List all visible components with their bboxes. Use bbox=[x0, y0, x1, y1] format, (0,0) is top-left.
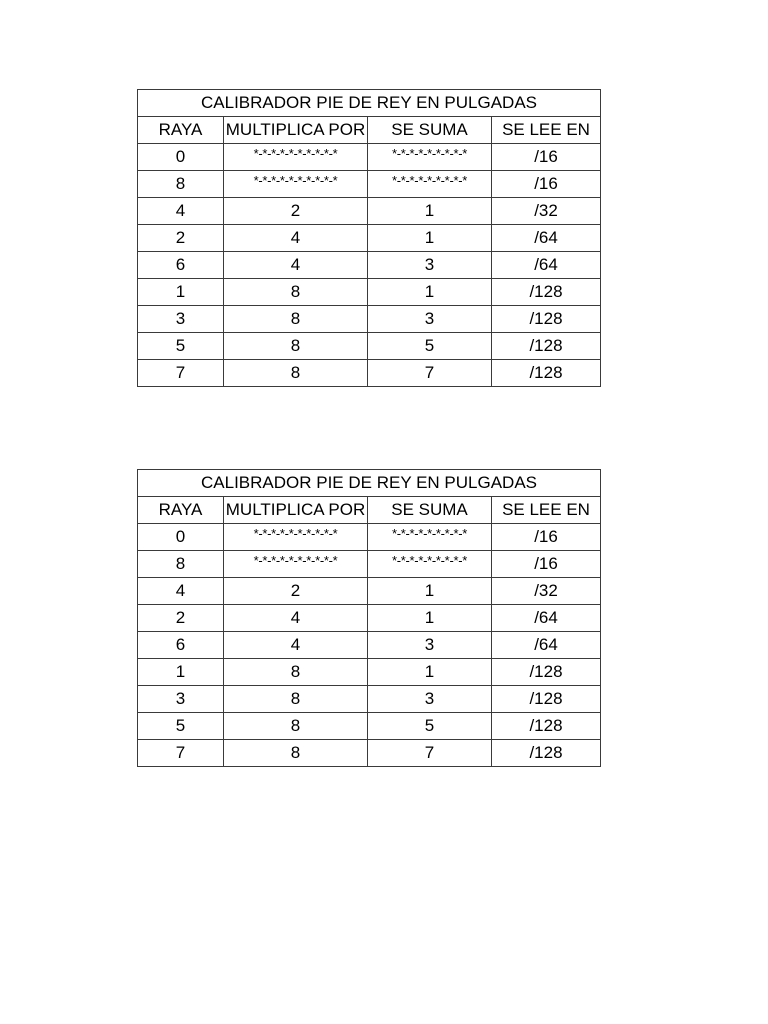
cell-se-suma: 5 bbox=[368, 713, 492, 740]
cell-raya: 3 bbox=[138, 686, 224, 713]
header-se-suma: SE SUMA bbox=[368, 117, 492, 144]
cell-multiplica-por: *-*-*-*-*-*-*-*-*-* bbox=[224, 171, 368, 198]
cell-se-suma: 3 bbox=[368, 252, 492, 279]
cell-se-suma: *-*-*-*-*-*-*-*-* bbox=[368, 524, 492, 551]
cell-se-lee-en: /128 bbox=[492, 333, 601, 360]
header-raya: RAYA bbox=[138, 117, 224, 144]
cell-se-suma: 7 bbox=[368, 740, 492, 767]
cell-se-lee-en: /16 bbox=[492, 524, 601, 551]
cell-se-lee-en: /128 bbox=[492, 360, 601, 387]
cell-se-lee-en: /16 bbox=[492, 551, 601, 578]
cell-multiplica-por: 4 bbox=[224, 252, 368, 279]
cell-se-suma: 1 bbox=[368, 578, 492, 605]
table-row bbox=[138, 171, 601, 198]
table-row bbox=[138, 632, 601, 659]
table-title: CALIBRADOR PIE DE REY EN PULGADAS bbox=[138, 470, 601, 497]
header-se-lee-en: SE LEE EN bbox=[492, 117, 601, 144]
cell-multiplica-por: 4 bbox=[224, 632, 368, 659]
cell-se-lee-en: /128 bbox=[492, 659, 601, 686]
table-row bbox=[138, 713, 601, 740]
cell-se-suma: 1 bbox=[368, 659, 492, 686]
table-row bbox=[138, 306, 601, 333]
header-se-lee-en: SE LEE EN bbox=[492, 497, 601, 524]
cell-se-suma: 1 bbox=[368, 225, 492, 252]
table-row bbox=[138, 252, 601, 279]
cell-se-suma: 5 bbox=[368, 333, 492, 360]
cell-raya: 1 bbox=[138, 279, 224, 306]
cell-raya: 8 bbox=[138, 171, 224, 198]
header-se-suma: SE SUMA bbox=[368, 497, 492, 524]
cell-se-lee-en: /128 bbox=[492, 740, 601, 767]
cell-se-lee-en: /64 bbox=[492, 632, 601, 659]
cell-se-lee-en: /128 bbox=[492, 306, 601, 333]
table-row bbox=[138, 578, 601, 605]
table-row bbox=[138, 333, 601, 360]
cell-raya: 4 bbox=[138, 198, 224, 225]
cell-raya: 6 bbox=[138, 632, 224, 659]
cell-raya: 0 bbox=[138, 524, 224, 551]
cell-multiplica-por: 8 bbox=[224, 333, 368, 360]
cell-raya: 6 bbox=[138, 252, 224, 279]
cell-raya: 8 bbox=[138, 551, 224, 578]
cell-se-lee-en: /64 bbox=[492, 225, 601, 252]
cell-raya: 5 bbox=[138, 713, 224, 740]
header-row bbox=[138, 117, 601, 144]
table-title: CALIBRADOR PIE DE REY EN PULGADAS bbox=[138, 90, 601, 117]
caliper-table-2 bbox=[137, 469, 601, 767]
header-multiplica-por: MULTIPLICA POR bbox=[224, 497, 368, 524]
cell-multiplica-por: 8 bbox=[224, 306, 368, 333]
cell-multiplica-por: 2 bbox=[224, 198, 368, 225]
cell-se-lee-en: /128 bbox=[492, 279, 601, 306]
cell-multiplica-por: 8 bbox=[224, 279, 368, 306]
cell-se-lee-en: /128 bbox=[492, 713, 601, 740]
table-row bbox=[138, 659, 601, 686]
cell-raya: 2 bbox=[138, 605, 224, 632]
cell-multiplica-por: *-*-*-*-*-*-*-*-*-* bbox=[224, 551, 368, 578]
cell-se-lee-en: /64 bbox=[492, 605, 601, 632]
table-row bbox=[138, 360, 601, 387]
cell-se-lee-en: /128 bbox=[492, 686, 601, 713]
cell-raya: 4 bbox=[138, 578, 224, 605]
header-row bbox=[138, 497, 601, 524]
cell-se-suma: 3 bbox=[368, 306, 492, 333]
cell-se-suma: *-*-*-*-*-*-*-*-* bbox=[368, 144, 492, 171]
cell-se-suma: 1 bbox=[368, 198, 492, 225]
cell-raya: 3 bbox=[138, 306, 224, 333]
cell-multiplica-por: 2 bbox=[224, 578, 368, 605]
cell-se-suma: 3 bbox=[368, 686, 492, 713]
cell-raya: 5 bbox=[138, 333, 224, 360]
cell-se-lee-en: /32 bbox=[492, 578, 601, 605]
cell-raya: 1 bbox=[138, 659, 224, 686]
caliper-table-1 bbox=[137, 89, 601, 387]
table-row bbox=[138, 524, 601, 551]
cell-multiplica-por: 8 bbox=[224, 360, 368, 387]
cell-raya: 7 bbox=[138, 740, 224, 767]
cell-se-suma: 3 bbox=[368, 632, 492, 659]
cell-multiplica-por: *-*-*-*-*-*-*-*-*-* bbox=[224, 524, 368, 551]
table-row bbox=[138, 605, 601, 632]
cell-multiplica-por: 8 bbox=[224, 740, 368, 767]
table-row bbox=[138, 551, 601, 578]
table-row bbox=[138, 198, 601, 225]
cell-multiplica-por: 8 bbox=[224, 713, 368, 740]
cell-se-suma: 1 bbox=[368, 605, 492, 632]
cell-multiplica-por: 8 bbox=[224, 659, 368, 686]
header-raya: RAYA bbox=[138, 497, 224, 524]
cell-se-lee-en: /32 bbox=[492, 198, 601, 225]
table-row bbox=[138, 279, 601, 306]
cell-se-lee-en: /16 bbox=[492, 144, 601, 171]
cell-se-suma: *-*-*-*-*-*-*-*-* bbox=[368, 171, 492, 198]
cell-raya: 0 bbox=[138, 144, 224, 171]
table-row bbox=[138, 225, 601, 252]
cell-multiplica-por: 4 bbox=[224, 605, 368, 632]
table-row bbox=[138, 686, 601, 713]
cell-multiplica-por: 4 bbox=[224, 225, 368, 252]
cell-se-suma: *-*-*-*-*-*-*-*-* bbox=[368, 551, 492, 578]
cell-se-suma: 1 bbox=[368, 279, 492, 306]
cell-raya: 2 bbox=[138, 225, 224, 252]
cell-se-lee-en: /16 bbox=[492, 171, 601, 198]
cell-raya: 7 bbox=[138, 360, 224, 387]
cell-multiplica-por: 8 bbox=[224, 686, 368, 713]
table-row bbox=[138, 740, 601, 767]
table-row bbox=[138, 144, 601, 171]
cell-se-lee-en: /64 bbox=[492, 252, 601, 279]
cell-multiplica-por: *-*-*-*-*-*-*-*-*-* bbox=[224, 144, 368, 171]
cell-se-suma: 7 bbox=[368, 360, 492, 387]
header-multiplica-por: MULTIPLICA POR bbox=[224, 117, 368, 144]
